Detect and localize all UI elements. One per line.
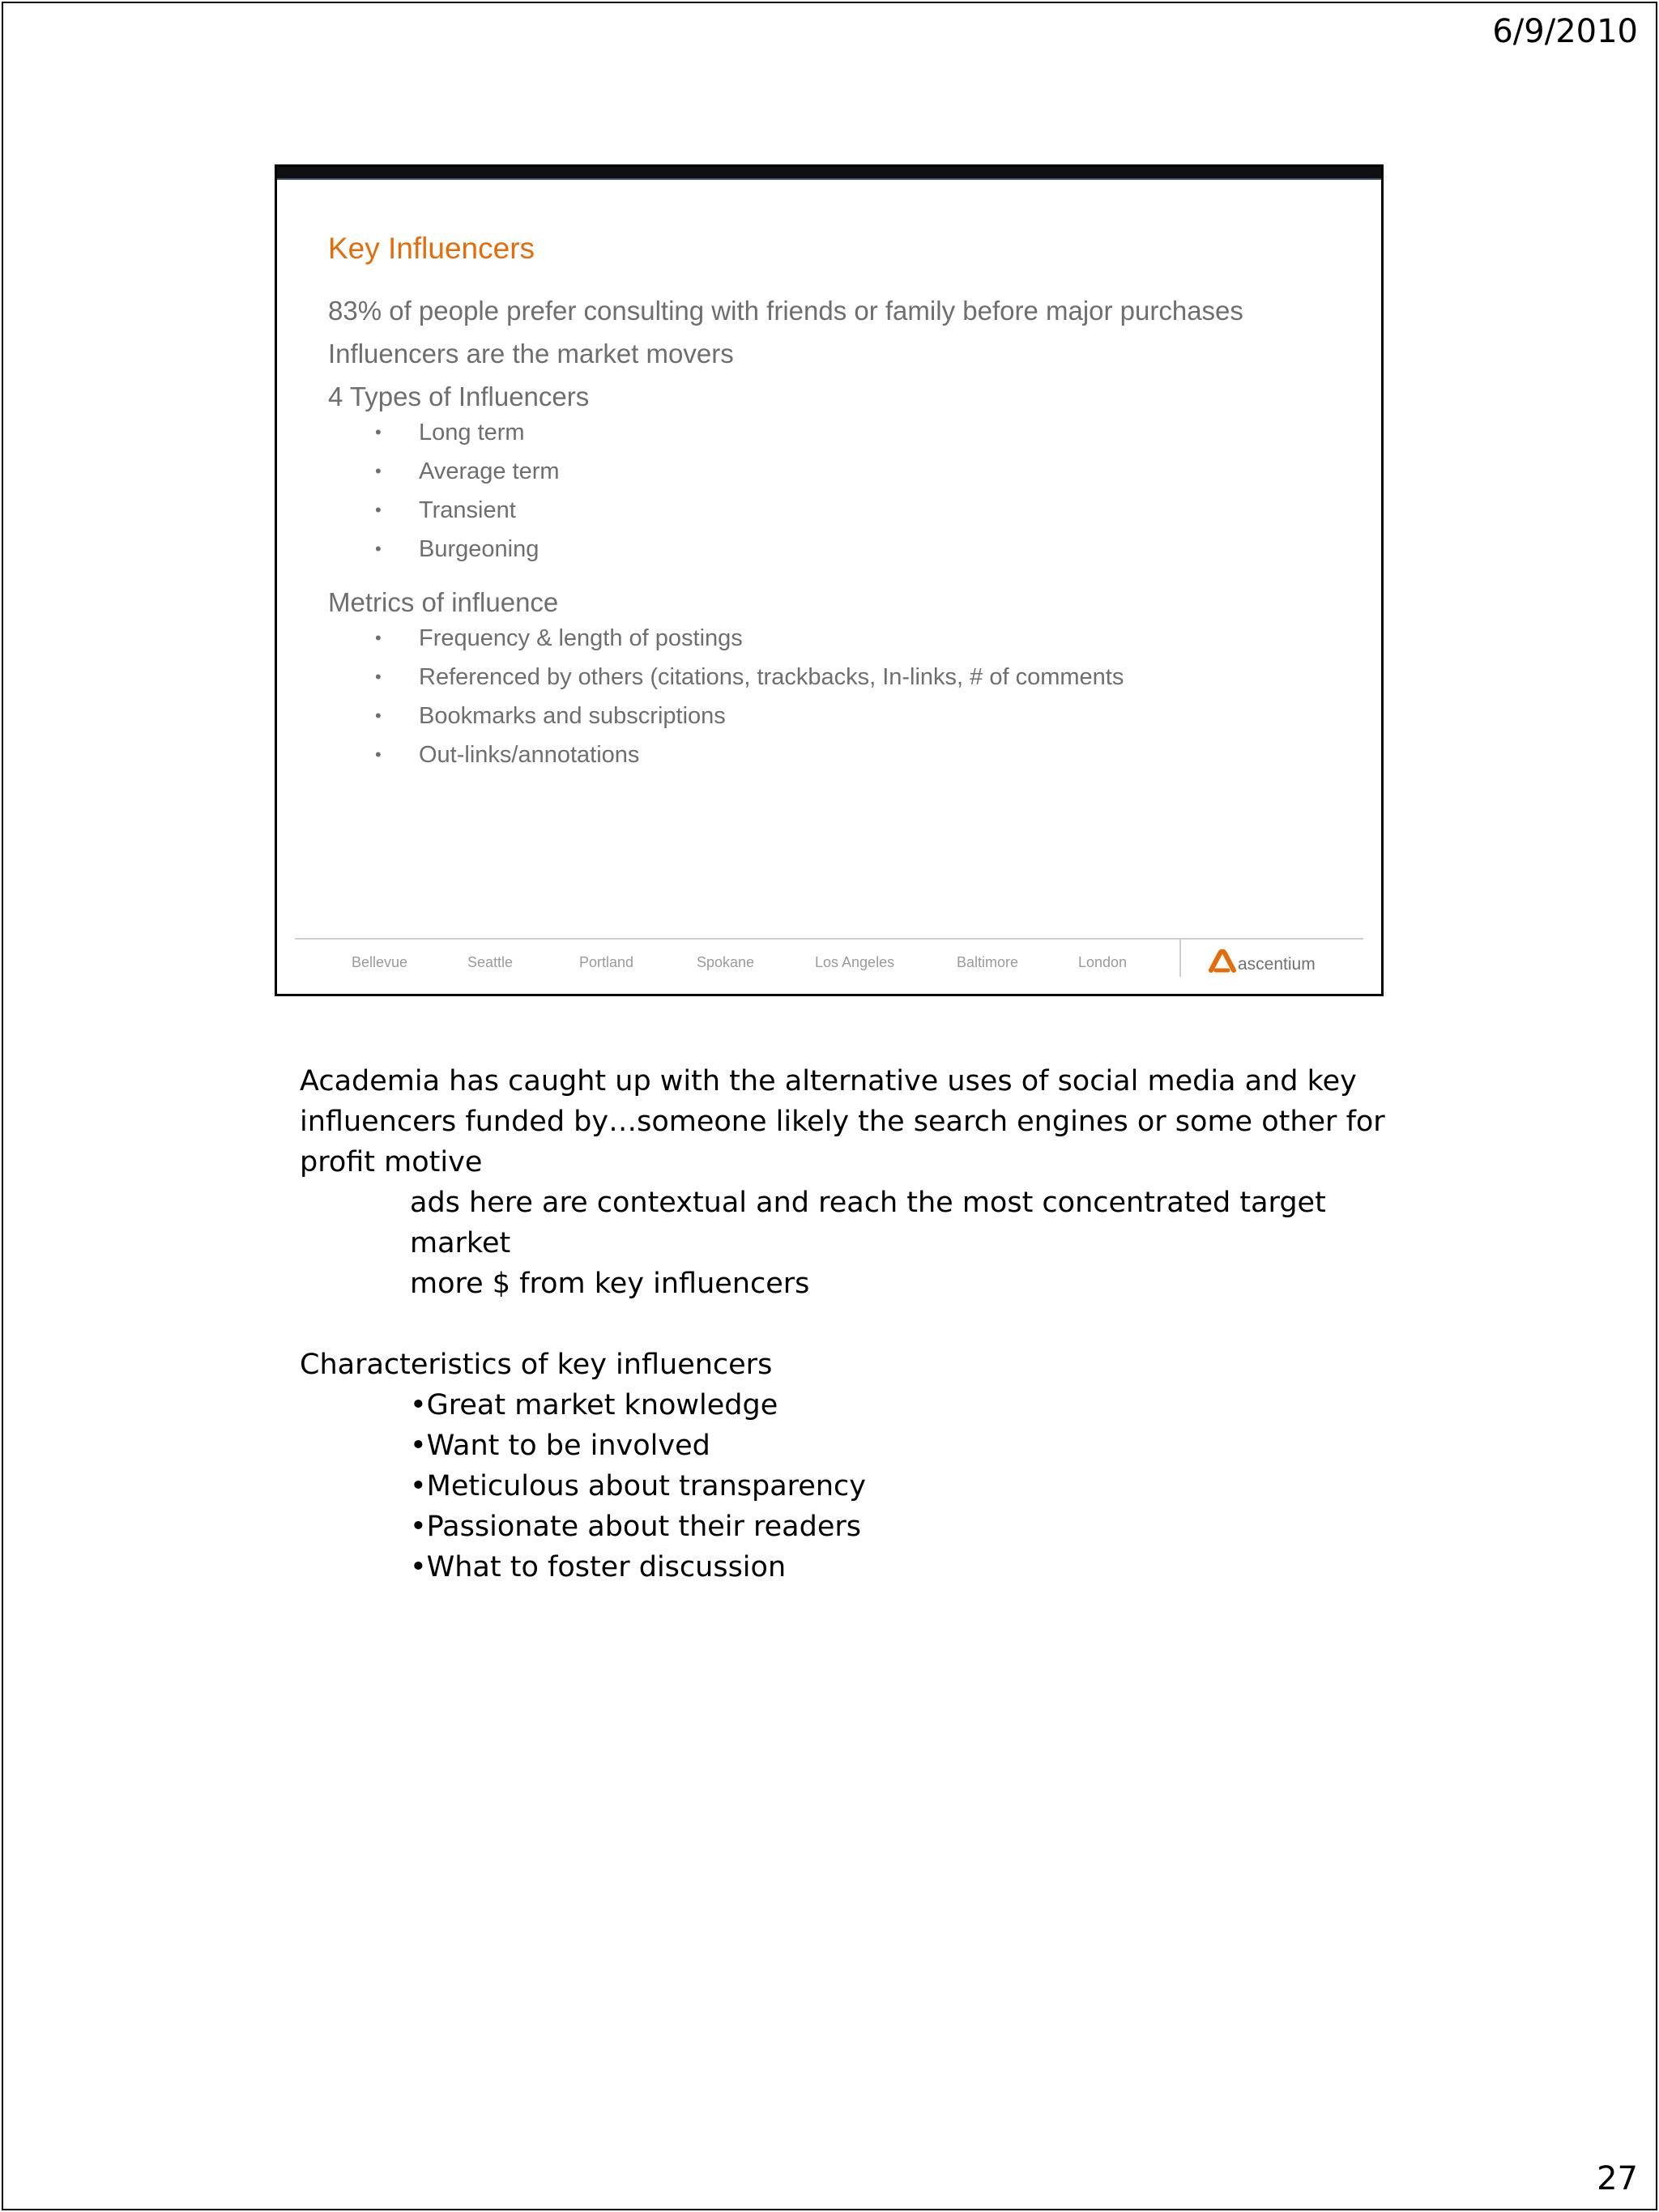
slide-point: 83% of people prefer consulting with friends or family before major purchases <box>328 296 1243 326</box>
bullet-icon: • <box>375 667 382 687</box>
ascentium-logo-icon <box>1209 949 1236 974</box>
ascentium-logo <box>1209 949 1316 974</box>
slide-title: Key Influencers <box>328 232 535 265</box>
characteristic-item: •What to foster discussion <box>410 1551 787 1583</box>
list-item-label: Out-links/annotations <box>419 742 640 768</box>
footer-city-list <box>277 954 1168 978</box>
list-item <box>328 413 1365 452</box>
metrics-list <box>328 619 1365 774</box>
list-item <box>328 530 1365 569</box>
speaker-notes <box>300 1061 1418 1588</box>
characteristic-item: •Want to be involved <box>410 1430 710 1462</box>
slide-top-bar <box>277 167 1381 180</box>
slide-point: 4 Types of Influencers <box>328 381 590 411</box>
notes-spacer <box>300 1304 1418 1345</box>
list-item-label: Frequency & length of postings <box>419 625 743 651</box>
logo-text: ascentium <box>1238 955 1316 974</box>
notes-indented-line: ads here are contextual and reach the most concentrated target market <box>410 1187 1326 1259</box>
metrics-heading: Metrics of influence <box>328 587 559 617</box>
bullet-icon: • <box>375 422 382 442</box>
notes-line: influencers funded by…someone likely the search engines or some other for <box>300 1106 1385 1138</box>
notes-indented-line: more $ from key influencers <box>410 1268 810 1300</box>
page-date: 6/9/2010 <box>1492 13 1638 50</box>
bullet-icon: • <box>375 628 382 648</box>
list-item-label: Long term <box>419 420 525 445</box>
footer-city: Seattle <box>467 954 514 970</box>
footer-city: London <box>1078 954 1128 970</box>
bullet-icon: • <box>375 744 382 765</box>
list-item <box>328 697 1365 735</box>
bullet-icon: • <box>375 539 382 559</box>
notes-line: Academia has caught up with the alternative uses of social media and key <box>300 1065 1357 1097</box>
characteristic-item: •Passionate about their readers <box>410 1511 862 1543</box>
list-item-label: Burgeoning <box>419 536 539 562</box>
bullet-icon: • <box>375 705 382 726</box>
notes-line: profit motive <box>300 1146 483 1178</box>
slide-footer-divider-line <box>295 938 1363 940</box>
footer-city: Baltimore <box>957 954 1019 970</box>
slide-footer-vertical-divider <box>1179 938 1181 977</box>
list-item <box>328 491 1365 530</box>
footer-city: Portland <box>579 954 634 970</box>
slide-point: Influencers are the market movers <box>328 339 734 369</box>
bullet-icon: • <box>375 500 382 520</box>
characteristic-item: •Meticulous about transparency <box>410 1470 866 1502</box>
list-item-label: Referenced by others (citations, trackbacks, In-links, # of comments <box>419 664 1124 690</box>
footer-city: Los Angeles <box>815 954 895 970</box>
footer-city: Bellevue <box>352 954 408 970</box>
characteristics-heading: Characteristics of key influencers <box>300 1349 773 1381</box>
list-item-label: Average term <box>419 458 560 484</box>
list-item <box>328 619 1365 658</box>
list-item <box>328 452 1365 491</box>
list-item-label: Bookmarks and subscriptions <box>419 703 726 729</box>
bullet-icon: • <box>375 461 382 481</box>
slide-thumbnail <box>275 164 1384 996</box>
page-number: 27 <box>1597 2160 1638 2197</box>
footer-city: Spokane <box>697 954 755 970</box>
list-item <box>328 735 1365 774</box>
slide-body <box>328 295 1365 792</box>
influencer-types-list <box>328 413 1365 569</box>
list-item <box>328 658 1365 697</box>
list-item-label: Transient <box>419 497 516 523</box>
characteristic-item: •Great market knowledge <box>410 1389 778 1421</box>
